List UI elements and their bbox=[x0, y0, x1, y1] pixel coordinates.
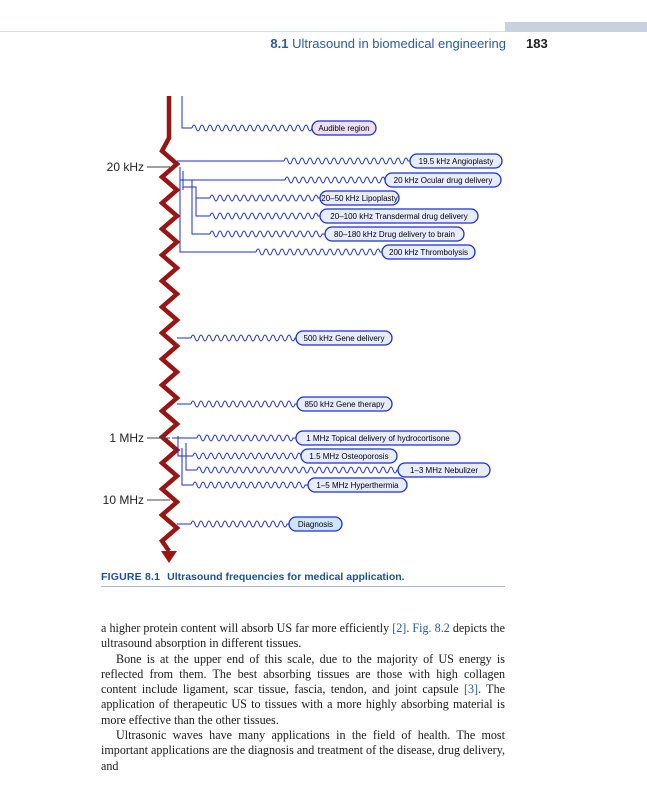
box-gene-therapy-label: 850 kHz Gene therapy bbox=[304, 400, 385, 409]
wave-brain bbox=[210, 231, 325, 237]
wave-lines bbox=[191, 125, 410, 527]
box-lipoplasty-label: 20–50 kHz Lipoplasty bbox=[321, 194, 398, 203]
box-gene-delivery-label: 500 kHz Gene delivery bbox=[303, 334, 385, 343]
box-nebulizer bbox=[398, 463, 490, 477]
frequency-arrow-head bbox=[161, 551, 177, 563]
paragraph-1 bbox=[101, 621, 505, 652]
box-hydrocortisone bbox=[296, 431, 460, 445]
figure-caption-text: Ultrasound frequencies for medical application. bbox=[167, 571, 405, 583]
box-diagnosis bbox=[289, 517, 342, 531]
section-title: Ultrasound in biomedical engineering bbox=[292, 36, 506, 51]
box-osteoporosis bbox=[301, 449, 397, 463]
wave-audible bbox=[192, 125, 312, 131]
figure-caption-label: FIGURE 8.1 bbox=[101, 571, 161, 583]
citation-2[interactable]: [2] bbox=[392, 621, 407, 635]
box-angioplasty bbox=[410, 154, 502, 168]
frequency-arrow bbox=[162, 96, 177, 551]
box-ocular-label: 20 kHz Ocular drug delivery bbox=[393, 176, 493, 185]
box-transdermal bbox=[320, 209, 478, 223]
wave-nebulizer bbox=[197, 467, 398, 473]
wave-thrombolysis bbox=[256, 249, 382, 255]
p2-text-start: Bone is at the upper end of this scale, due to the majority of US energy is reflected from them. The best absorbing tissues are those with high collagen content include ligament, scar tissue, fascia, tendon, and joint capsule bbox=[101, 651, 505, 697]
wave-lipoplasty bbox=[210, 195, 320, 201]
wave-hyperthermia bbox=[193, 482, 308, 488]
frequency-axis bbox=[161, 96, 177, 563]
box-hydrocortisone-label: 1 MHz Topical delivery of hydrocortisone bbox=[306, 434, 450, 443]
wave-diagnosis bbox=[191, 521, 289, 527]
box-drug-delivery-brain bbox=[325, 227, 464, 241]
p2-text-end: . The application of therapeutic US to tissues with a more highly absorbing material is more effective than the other tissues. bbox=[101, 682, 505, 727]
bracket-lines bbox=[172, 96, 285, 524]
figure-caption bbox=[101, 571, 505, 587]
paragraph-3: Ultrasonic waves have many applications in the field of health. The most important applications are the diagnosis and treatment of the disease, drug delivery, and bbox=[101, 728, 505, 773]
p1-text-start: a higher protein content will absorb US far more efficiently bbox=[101, 621, 393, 635]
box-gene-therapy bbox=[297, 397, 392, 411]
wave-transdermal bbox=[210, 213, 320, 219]
axis-ticks bbox=[147, 167, 170, 500]
box-osteoporosis-label: 1.5 MHz Osteoporosis bbox=[309, 452, 389, 461]
box-thrombolysis-label: 200 kHz Thrombolysis bbox=[389, 248, 468, 257]
page-number: 183 bbox=[526, 36, 548, 51]
body-text bbox=[101, 621, 505, 774]
box-lipoplasty bbox=[320, 191, 399, 205]
section-number: 8.1 bbox=[270, 36, 289, 51]
wave-hydrocortisone bbox=[197, 435, 296, 441]
axis-label-20khz: 20 kHz bbox=[106, 160, 144, 174]
citation-3[interactable]: [3] bbox=[463, 682, 479, 697]
box-audible-region bbox=[312, 121, 376, 135]
wave-ocular bbox=[285, 177, 385, 183]
box-gene-delivery bbox=[296, 331, 392, 345]
box-audible-region-label: Audible region bbox=[318, 124, 370, 133]
box-transdermal-label: 20–100 kHz Transdermal drug delivery bbox=[330, 212, 468, 221]
p1-text-end: depicts the ultrasound absorption in different tissues. bbox=[101, 621, 505, 651]
wave-gene-delivery bbox=[191, 335, 296, 341]
box-thrombolysis bbox=[382, 245, 475, 259]
box-nebulizer-label: 1–3 MHz Nebulizer bbox=[409, 466, 479, 475]
p1-text-mid: . bbox=[406, 621, 413, 635]
paragraph-2 bbox=[101, 652, 505, 728]
wave-angioplasty bbox=[284, 158, 410, 164]
figure-ref-8-2[interactable]: Fig. 8.2 bbox=[412, 621, 450, 635]
wave-gene-therapy bbox=[191, 401, 297, 407]
box-angioplasty-label: 19.5 kHz Angioplasty bbox=[418, 157, 494, 166]
box-diagnosis-label: Diagnosis bbox=[297, 520, 334, 529]
wave-osteoporosis bbox=[193, 453, 301, 459]
box-brain-label: 80–180 kHz Drug delivery to brain bbox=[334, 230, 455, 239]
box-hyperthermia-label: 1–5 MHz Hyperthermia bbox=[316, 481, 399, 490]
box-hyperthermia bbox=[308, 478, 407, 492]
box-ocular-drug-delivery bbox=[385, 173, 501, 187]
axis-label-10mhz: 10 MHz bbox=[102, 493, 144, 507]
axis-label-1mhz: 1 MHz bbox=[109, 431, 144, 445]
